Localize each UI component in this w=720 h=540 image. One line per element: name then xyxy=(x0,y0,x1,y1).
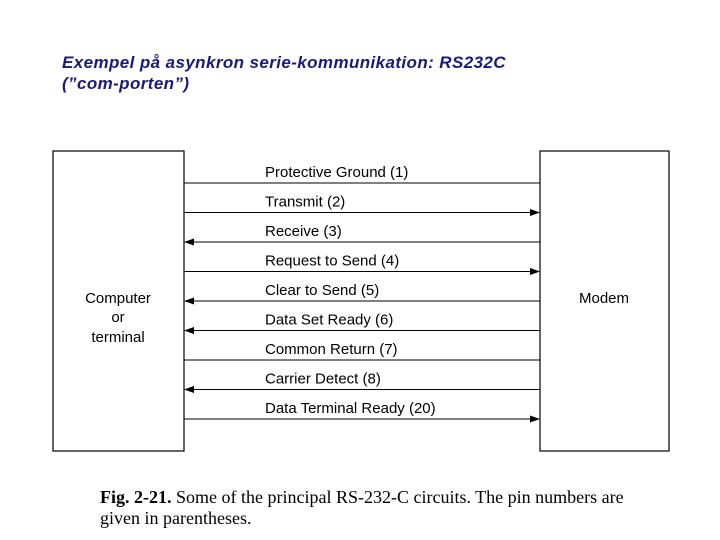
circuit-lines xyxy=(184,164,540,419)
computer-label-line-3: terminal xyxy=(91,329,145,346)
circuit-label-9: Data Terminal Ready (20) xyxy=(265,400,436,417)
circuit-label-1: Protective Ground (1) xyxy=(265,164,409,181)
circuit-label-4: Request to Send (4) xyxy=(265,252,400,270)
circuit-label-6: Data Set Ready (6) xyxy=(265,311,394,329)
computer-label-line-2: or xyxy=(111,309,125,326)
circuit-label-5: Clear to Send (5) xyxy=(265,282,380,299)
figure-caption-text: Some of the principal RS-232-C circuits. The pin numbers are given in parentheses. xyxy=(100,487,624,528)
circuit-label-2: Transmit (2) xyxy=(265,193,346,211)
computer-label-line-1: Computer xyxy=(85,290,151,307)
modem-label: Modem xyxy=(578,290,630,307)
slide-title-line-1: Exempel på asynkron serie-kommunikation: RS232C xyxy=(62,53,506,72)
circuit-label-7: Common Return (7) xyxy=(265,341,398,358)
slide-title-line-2: (”com-porten”) xyxy=(62,74,190,93)
figure-caption xyxy=(100,487,640,529)
circuit-label-8: Carrier Detect (8) xyxy=(265,370,381,388)
circuit-label-3: Receive (3) xyxy=(265,223,342,240)
figure-number: Fig. 2-21. xyxy=(100,487,172,507)
